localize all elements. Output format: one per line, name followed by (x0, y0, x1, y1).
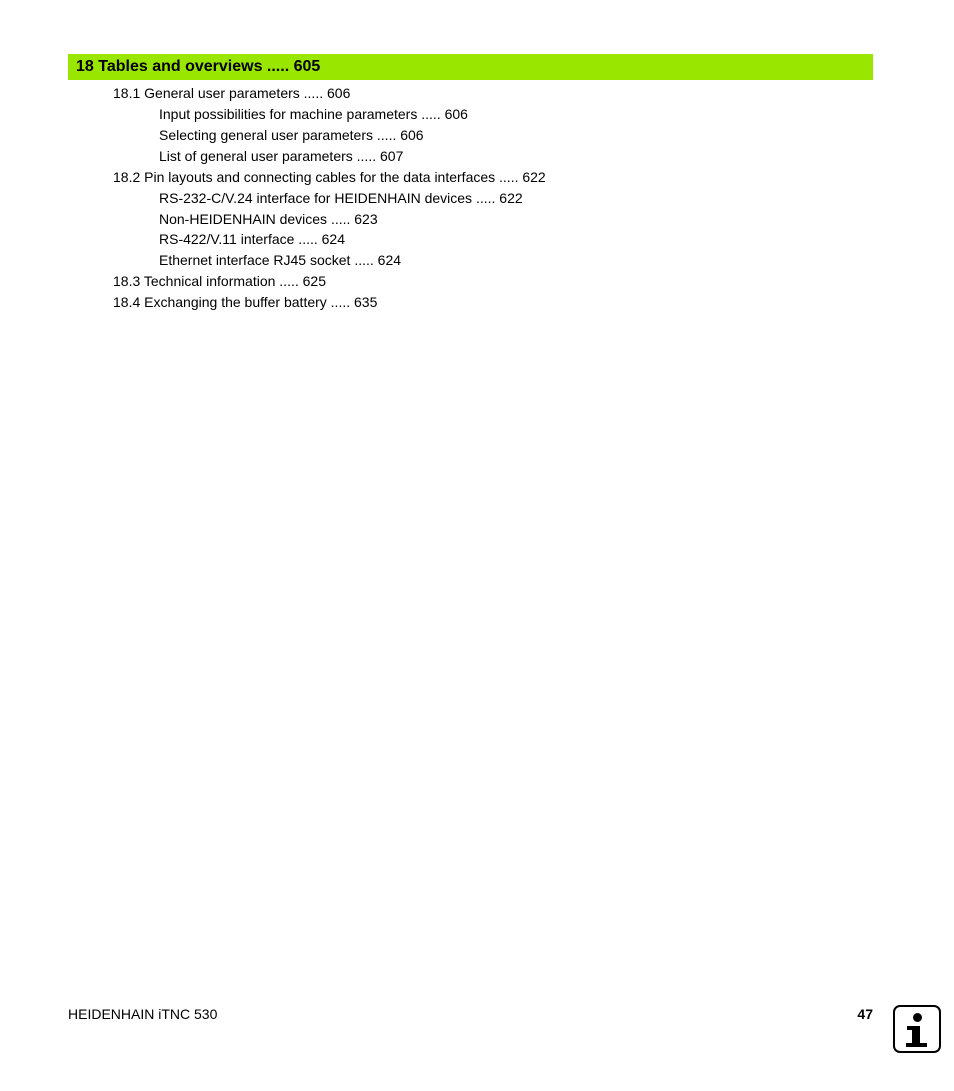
info-icon-base (906, 1043, 927, 1047)
info-icon-dot (913, 1013, 922, 1022)
toc-entry[interactable]: 18.1 General user parameters ..... 606 (113, 85, 351, 101)
toc-entry[interactable]: 18.2 Pin layouts and connecting cables for the data interfaces ..... 622 (113, 169, 546, 185)
page-number: 47 (857, 1006, 873, 1022)
toc-entry[interactable]: Selecting general user parameters ..... 606 (159, 127, 424, 143)
toc-entry[interactable]: 18.4 Exchanging the buffer battery ..... 635 (113, 294, 378, 310)
toc-entry[interactable]: Ethernet interface RJ45 socket ..... 624 (159, 252, 402, 268)
chapter-title: 18 Tables and overviews ..... 605 (76, 58, 321, 75)
chapter-header (68, 54, 873, 80)
toc-entry[interactable]: Non-HEIDENHAIN devices ..... 623 (159, 211, 378, 227)
toc-entry[interactable]: Input possibilities for machine parameters ..... 606 (159, 106, 468, 122)
footer-title: HEIDENHAIN iTNC 530 (68, 1006, 218, 1022)
toc-entry[interactable]: RS-232-C/V.24 interface for HEIDENHAIN devices ..... 622 (159, 190, 523, 206)
toc-entry[interactable]: 18.3 Technical information ..... 625 (113, 273, 326, 289)
toc-entry[interactable]: RS-422/V.11 interface ..... 624 (159, 231, 346, 247)
info-icon (893, 1005, 941, 1053)
toc-entry[interactable]: List of general user parameters ..... 607 (159, 148, 404, 164)
